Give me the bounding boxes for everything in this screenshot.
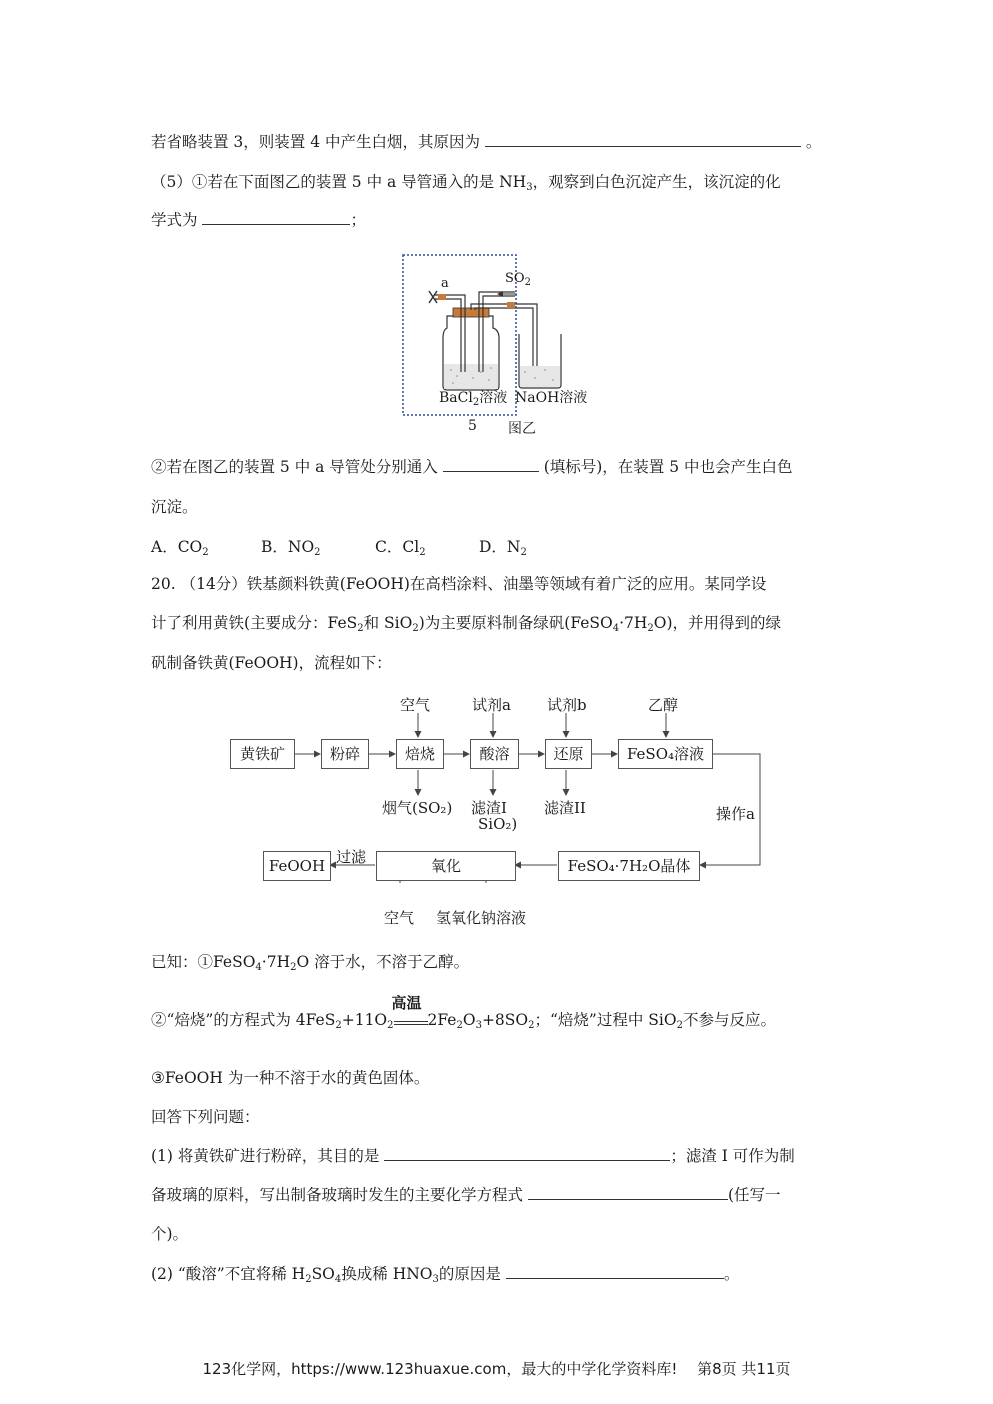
- input-ethanol: 乙醇: [648, 696, 679, 714]
- reaction-condition: 高温: [394, 1015, 428, 1025]
- option-a: A．$CO_2$: [151, 538, 209, 558]
- q20-line2: 计了利用黄铁(主要成分：FeS$_2$和 SiO$_2$)为主要原料制备绿矾$(FeSO_4\cdot 7H_2O)$，并用得到的绿: [151, 614, 782, 634]
- flow-box-pyrite: 黄铁矿: [230, 739, 295, 769]
- input-reagent-a: 试剂a: [472, 696, 511, 714]
- operation-a: 操作a: [716, 805, 755, 823]
- so2-label: $SO_2$: [505, 271, 531, 288]
- answer-blank[interactable]: [528, 1183, 728, 1200]
- input-air: 空气: [400, 696, 431, 714]
- naoh-label: NaOH溶液: [515, 390, 588, 406]
- bacl2-label: BaCl$_2$溶液: [439, 390, 508, 408]
- output-residue-2: 滤渣II: [544, 799, 586, 817]
- q19-options: [151, 535, 527, 558]
- q1-line2: 备玻璃的原料，写出制备玻璃时发生的主要化学方程式 (任写一: [151, 1183, 781, 1205]
- known-1: 已知：$①FeSO_4\cdot 7H_2O$ 溶于水，不溶于乙醇。: [151, 953, 470, 973]
- flow-box-crystal: FeSO₄·7H₂O晶体: [558, 851, 700, 881]
- answer-blank[interactable]: [202, 208, 350, 225]
- q19-line4: ②若在图乙的装置 5 中 a 导管处分别通入 (填标号)，在装置 5 中也会产生白色: [151, 455, 793, 477]
- option-c: C．$Cl_2$: [375, 538, 426, 558]
- option-d: D．$N_2$: [479, 538, 527, 558]
- bottom-input-naoh: 氢氧化钠溶液: [436, 909, 527, 927]
- figure-caption: 图乙: [508, 421, 536, 437]
- option-b: B．$NO_2$: [261, 538, 321, 558]
- device-number: 5: [468, 418, 477, 434]
- flow-box-feooh: FeOOH: [263, 851, 331, 881]
- known-3: ③FeOOH 为一种不溶于水的黄色固体。: [151, 1069, 430, 1087]
- page-footer: 123化学网，https://www.123huaxue.com，最大的中学化学资料库! 第8页 共11页: [202, 1360, 791, 1378]
- q2-line1: (2) “酸溶”不宜将稀 $H_2SO_4$换成稀 $HNO_3$的原因是 。: [151, 1262, 739, 1285]
- filter-label: 过滤: [336, 848, 367, 866]
- flow-box-oxidize: 氧化: [376, 851, 516, 881]
- flow-box-crush: 粉碎: [321, 739, 369, 769]
- figure-yi: [395, 248, 605, 438]
- known-2: ②“焙烧”的方程式为 $4FeS_2+11O_2$ 高温 $2Fe_2O_3+8SO_2$；“焙烧”过程中 SiO$_2$不参与反应。: [151, 994, 776, 1031]
- q20-line3: 矾制备铁黄(FeOOH)，流程如下：: [151, 654, 392, 672]
- answer-blank[interactable]: [384, 1144, 670, 1161]
- flow-box-feso4: FeSO₄溶液: [618, 739, 713, 769]
- q19-line5: 沉淀。: [151, 498, 198, 516]
- output-residue-1: 滤渣I: [471, 799, 507, 817]
- a-label: a: [441, 276, 449, 291]
- answer-prompt: 回答下列问题：: [151, 1108, 260, 1126]
- output-sio2: SiO₂): [478, 815, 518, 833]
- flow-box-acid: 酸溶: [470, 739, 519, 769]
- flow-box-reduce: 还原: [545, 739, 592, 769]
- q1-line3: 个)。: [151, 1225, 189, 1243]
- answer-blank[interactable]: [506, 1262, 724, 1279]
- q19-line3: 学式为 ；: [151, 208, 366, 230]
- q19-line2: （5）①若在下面图乙的装置 5 中 a 导管通入的是 $NH_3$，观察到白色沉淀产生，该沉淀的化: [151, 173, 781, 193]
- apparatus-diagram: [395, 248, 605, 438]
- answer-blank[interactable]: [443, 455, 539, 472]
- q20-line1: 20. （14分）铁基颜料铁黄(FeOOH)在高档涂料、油墨等领域有着广泛的应用。某同学设: [151, 575, 767, 593]
- answer-blank[interactable]: [485, 130, 801, 147]
- q19-line1: 若省略装置 3，则装置 4 中产生白烟，其原因为 。: [151, 130, 821, 152]
- flow-box-roast: 焙烧: [396, 739, 444, 769]
- input-reagent-b: 试剂b: [547, 696, 587, 714]
- output-flue-gas: 烟气(SO₂): [382, 799, 453, 817]
- bottom-input-air: 空气: [384, 909, 415, 927]
- q1-line1: (1) 将黄铁矿进行粉碎，其目的是 ；滤渣 I 可作为制: [151, 1144, 795, 1166]
